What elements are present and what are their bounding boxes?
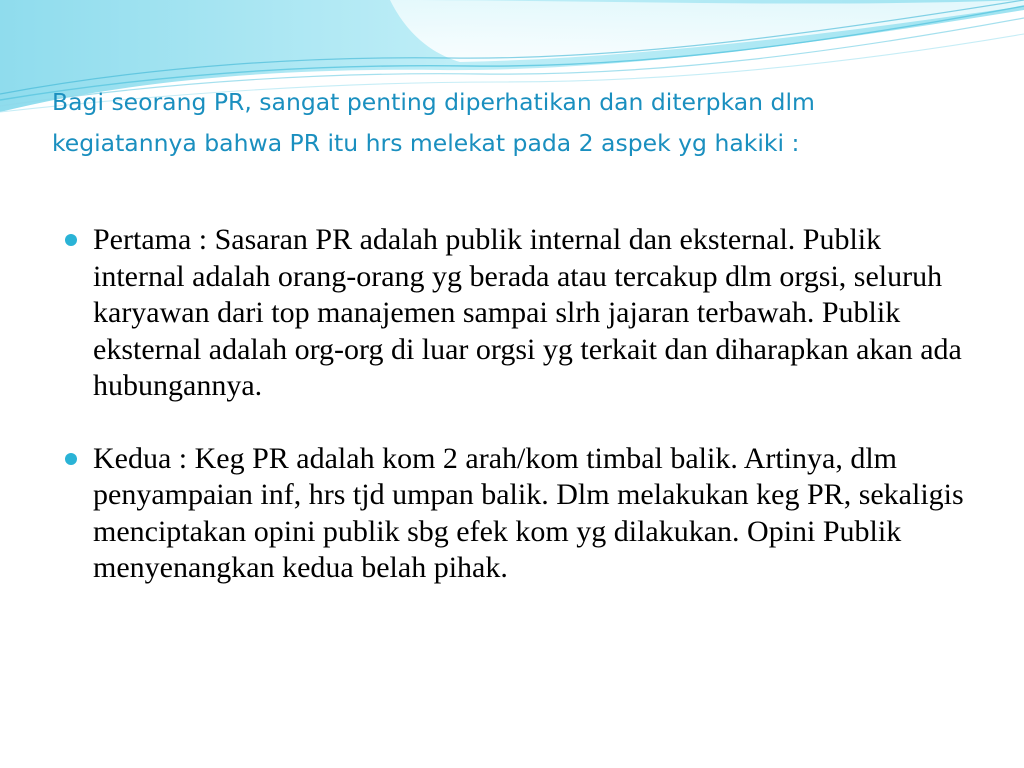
bullet-icon [65,234,77,246]
bullet-icon [65,453,77,465]
list-item [62,222,972,405]
bullet-text: Kedua : Keg PR adalah kom 2 arah/kom timbal balik. Artinya, dlm penyampaian inf, hrs tjd umpan balik. Dlm melakukan keg PR, sekaligis menciptakan opini publik sbg efek kom yg dilakukan. Opini Publik menyenangkan kedua belah pihak. [93,441,964,584]
bullet-list [62,222,972,587]
slide-title: Bagi seorang PR, sangat penting diperhatikan dan diterpkan dlm kegiatannya bahwa PR itu hrs melekat pada 2 aspek yg hakiki : [52,88,815,157]
list-item [62,441,972,587]
bullet-text: Pertama : Sasaran PR adalah publik internal dan eksternal. Publik internal adalah orang-orang yg berada atau tercakup dlm orgsi, seluruh karyawan dari top manajemen sampai slrh jajaran terbawah. Publik eksternal adalah org-org di luar orgsi yg terkait dan diharapkan akan ada hubungannya. [93,223,962,402]
